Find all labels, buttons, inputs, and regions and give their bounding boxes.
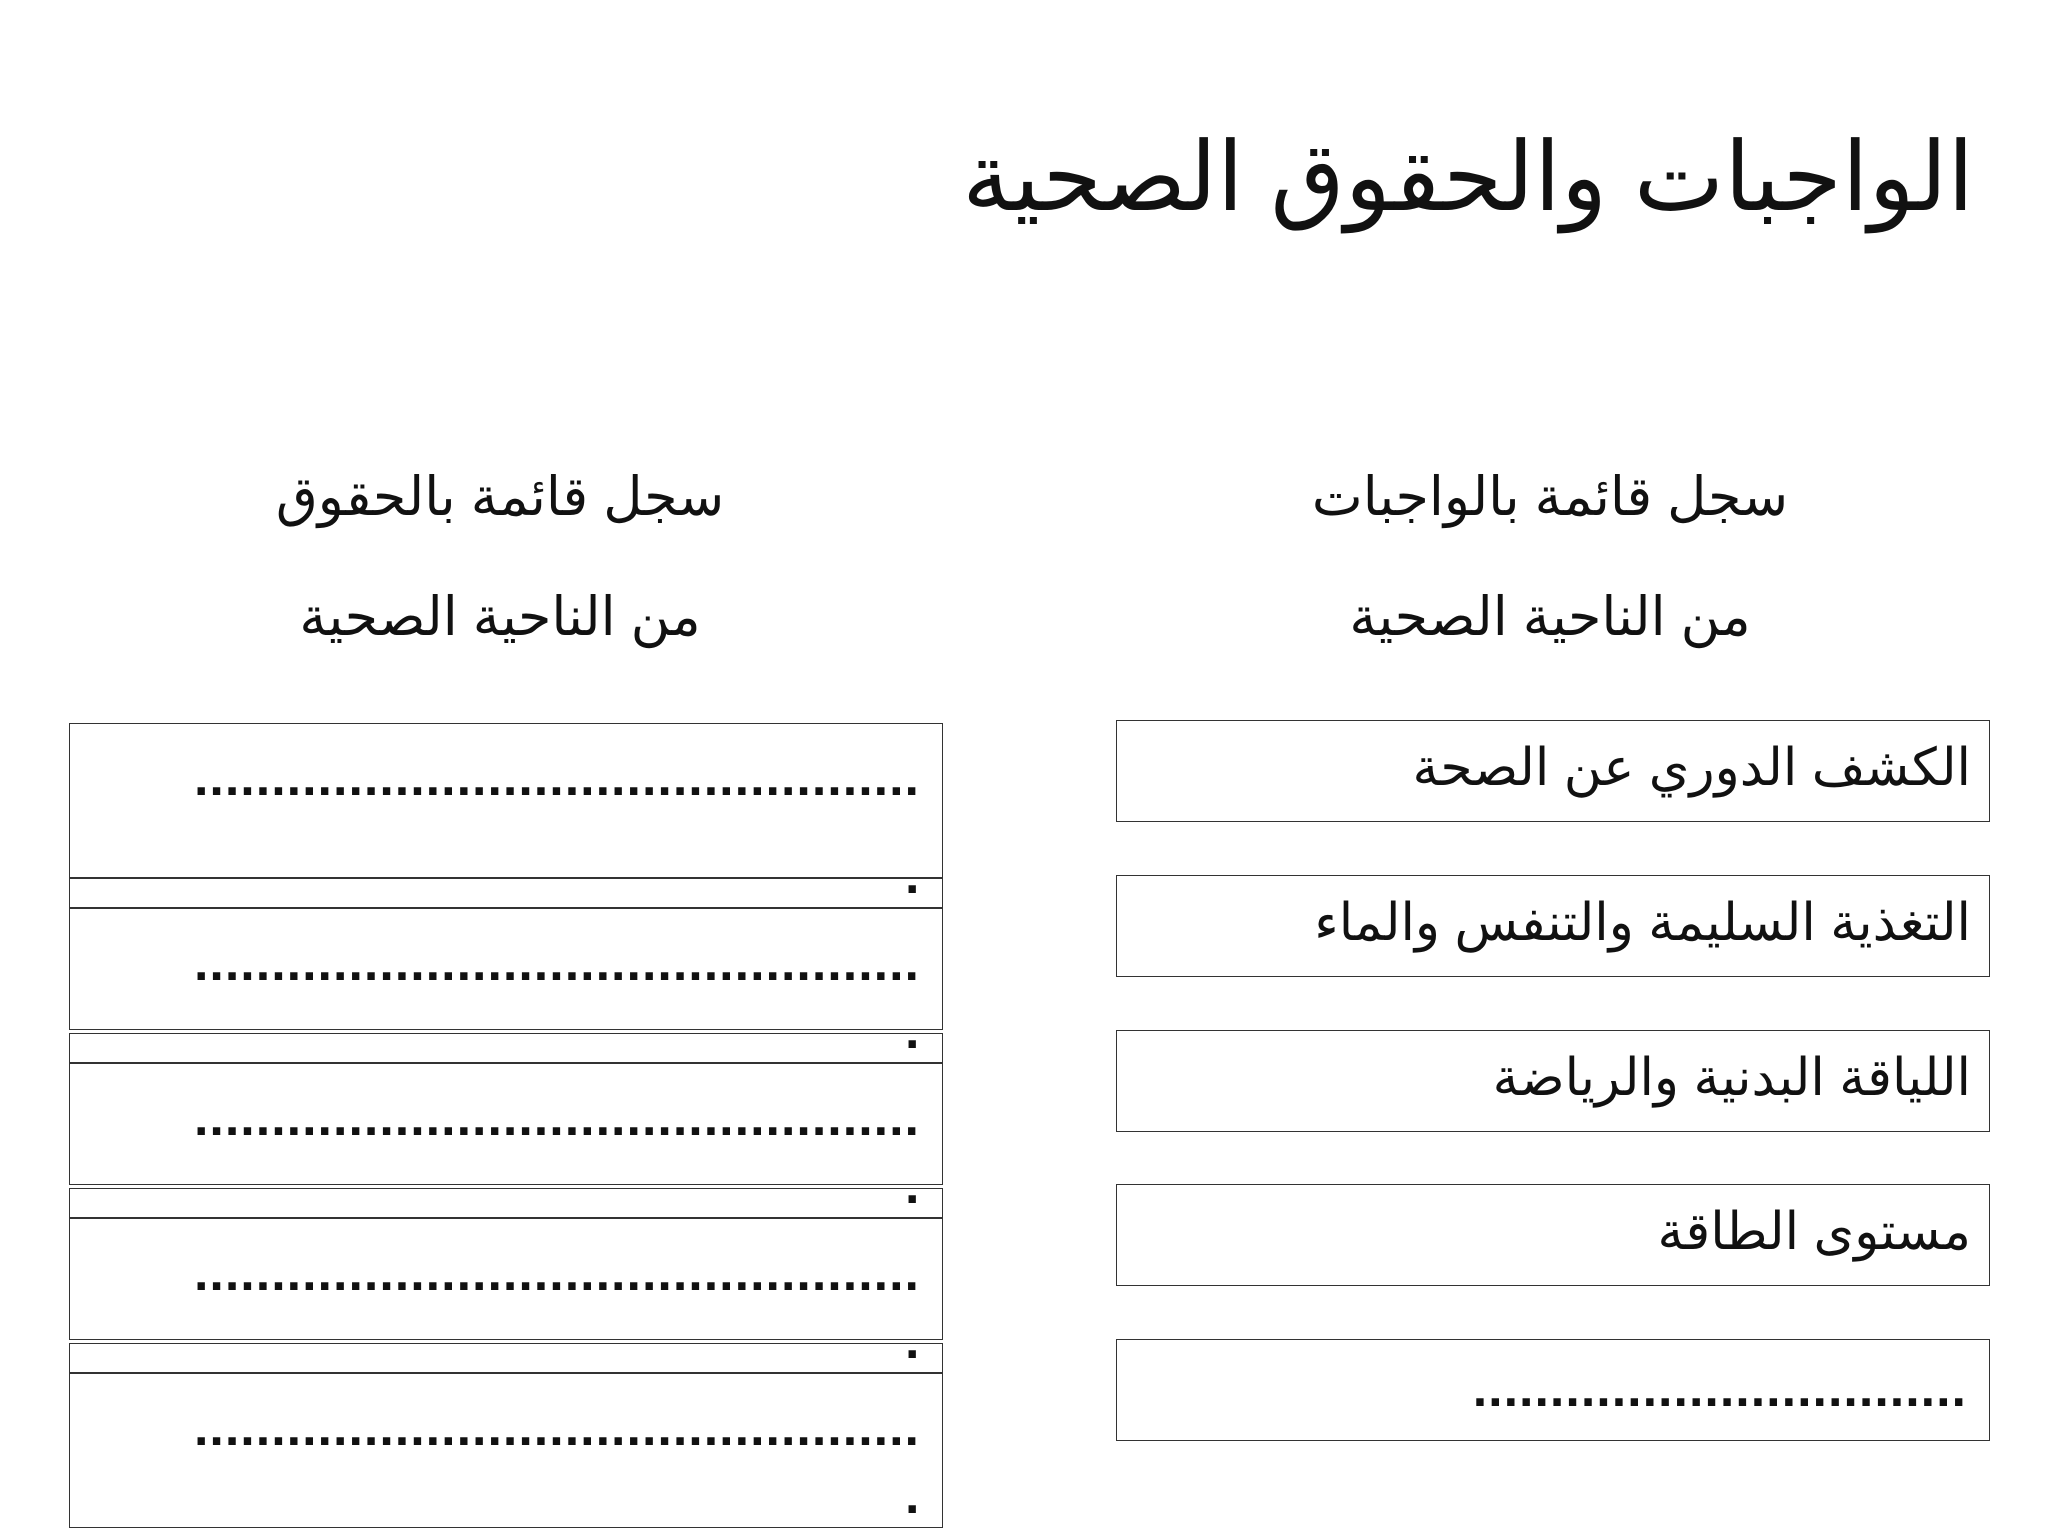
right-blank-dots: ............................................... (193, 1402, 920, 1454)
right-box-separator (69, 1343, 943, 1373)
rights-heading-line1: سجل قائمة بالحقوق (275, 467, 725, 527)
page-title: الواجبات والحقوق الصحية (962, 124, 1974, 231)
right-box-separator (69, 1188, 943, 1218)
right-blank-dots: ............................................... (193, 1247, 920, 1299)
duty-item-text: التغذية السليمة والتنفس والماء (1314, 894, 1971, 952)
right-item-box-blank[interactable] (69, 1063, 943, 1185)
duty-item-text: مستوى الطاقة (1657, 1203, 1971, 1261)
duty-item-box (1116, 1030, 1990, 1132)
rights-heading-line2: من الناحية الصحية (299, 587, 701, 647)
right-blank-dots: ............................................... (193, 937, 920, 989)
duty-item-box (1116, 1184, 1990, 1286)
duties-heading-line2: من الناحية الصحية (1349, 587, 1751, 647)
blank-tail-dot: . (905, 1002, 920, 1060)
duty-item-text: الكشف الدوري عن الصحة (1412, 739, 1971, 797)
duty-item-box (1116, 875, 1990, 977)
duty-item-text: اللياقة البدنية والرياضة (1492, 1049, 1971, 1107)
right-item-box-blank[interactable] (69, 1373, 943, 1528)
right-item-box-blank[interactable] (69, 908, 943, 1030)
duty-item-box (1116, 720, 1990, 822)
blank-tail-dot: . (905, 847, 920, 905)
duties-heading-line1: سجل قائمة بالواجبات (1311, 467, 1789, 527)
right-box-separator (69, 1033, 943, 1063)
blank-tail-dot: . (905, 1312, 920, 1370)
right-item-box-blank[interactable] (69, 1218, 943, 1340)
right-blank-dots: ............................................... (193, 1092, 920, 1144)
blank-tail-dot: . (905, 1467, 920, 1525)
blank-tail-dot: . (905, 1157, 920, 1215)
right-blank-dots: ............................................... (193, 752, 920, 804)
right-box-separator (69, 878, 943, 908)
right-item-box-blank[interactable] (69, 723, 943, 878)
duty-item-box-blank[interactable] (1116, 1339, 1990, 1441)
duty-blank-dots: ................................ (1472, 1360, 1967, 1418)
